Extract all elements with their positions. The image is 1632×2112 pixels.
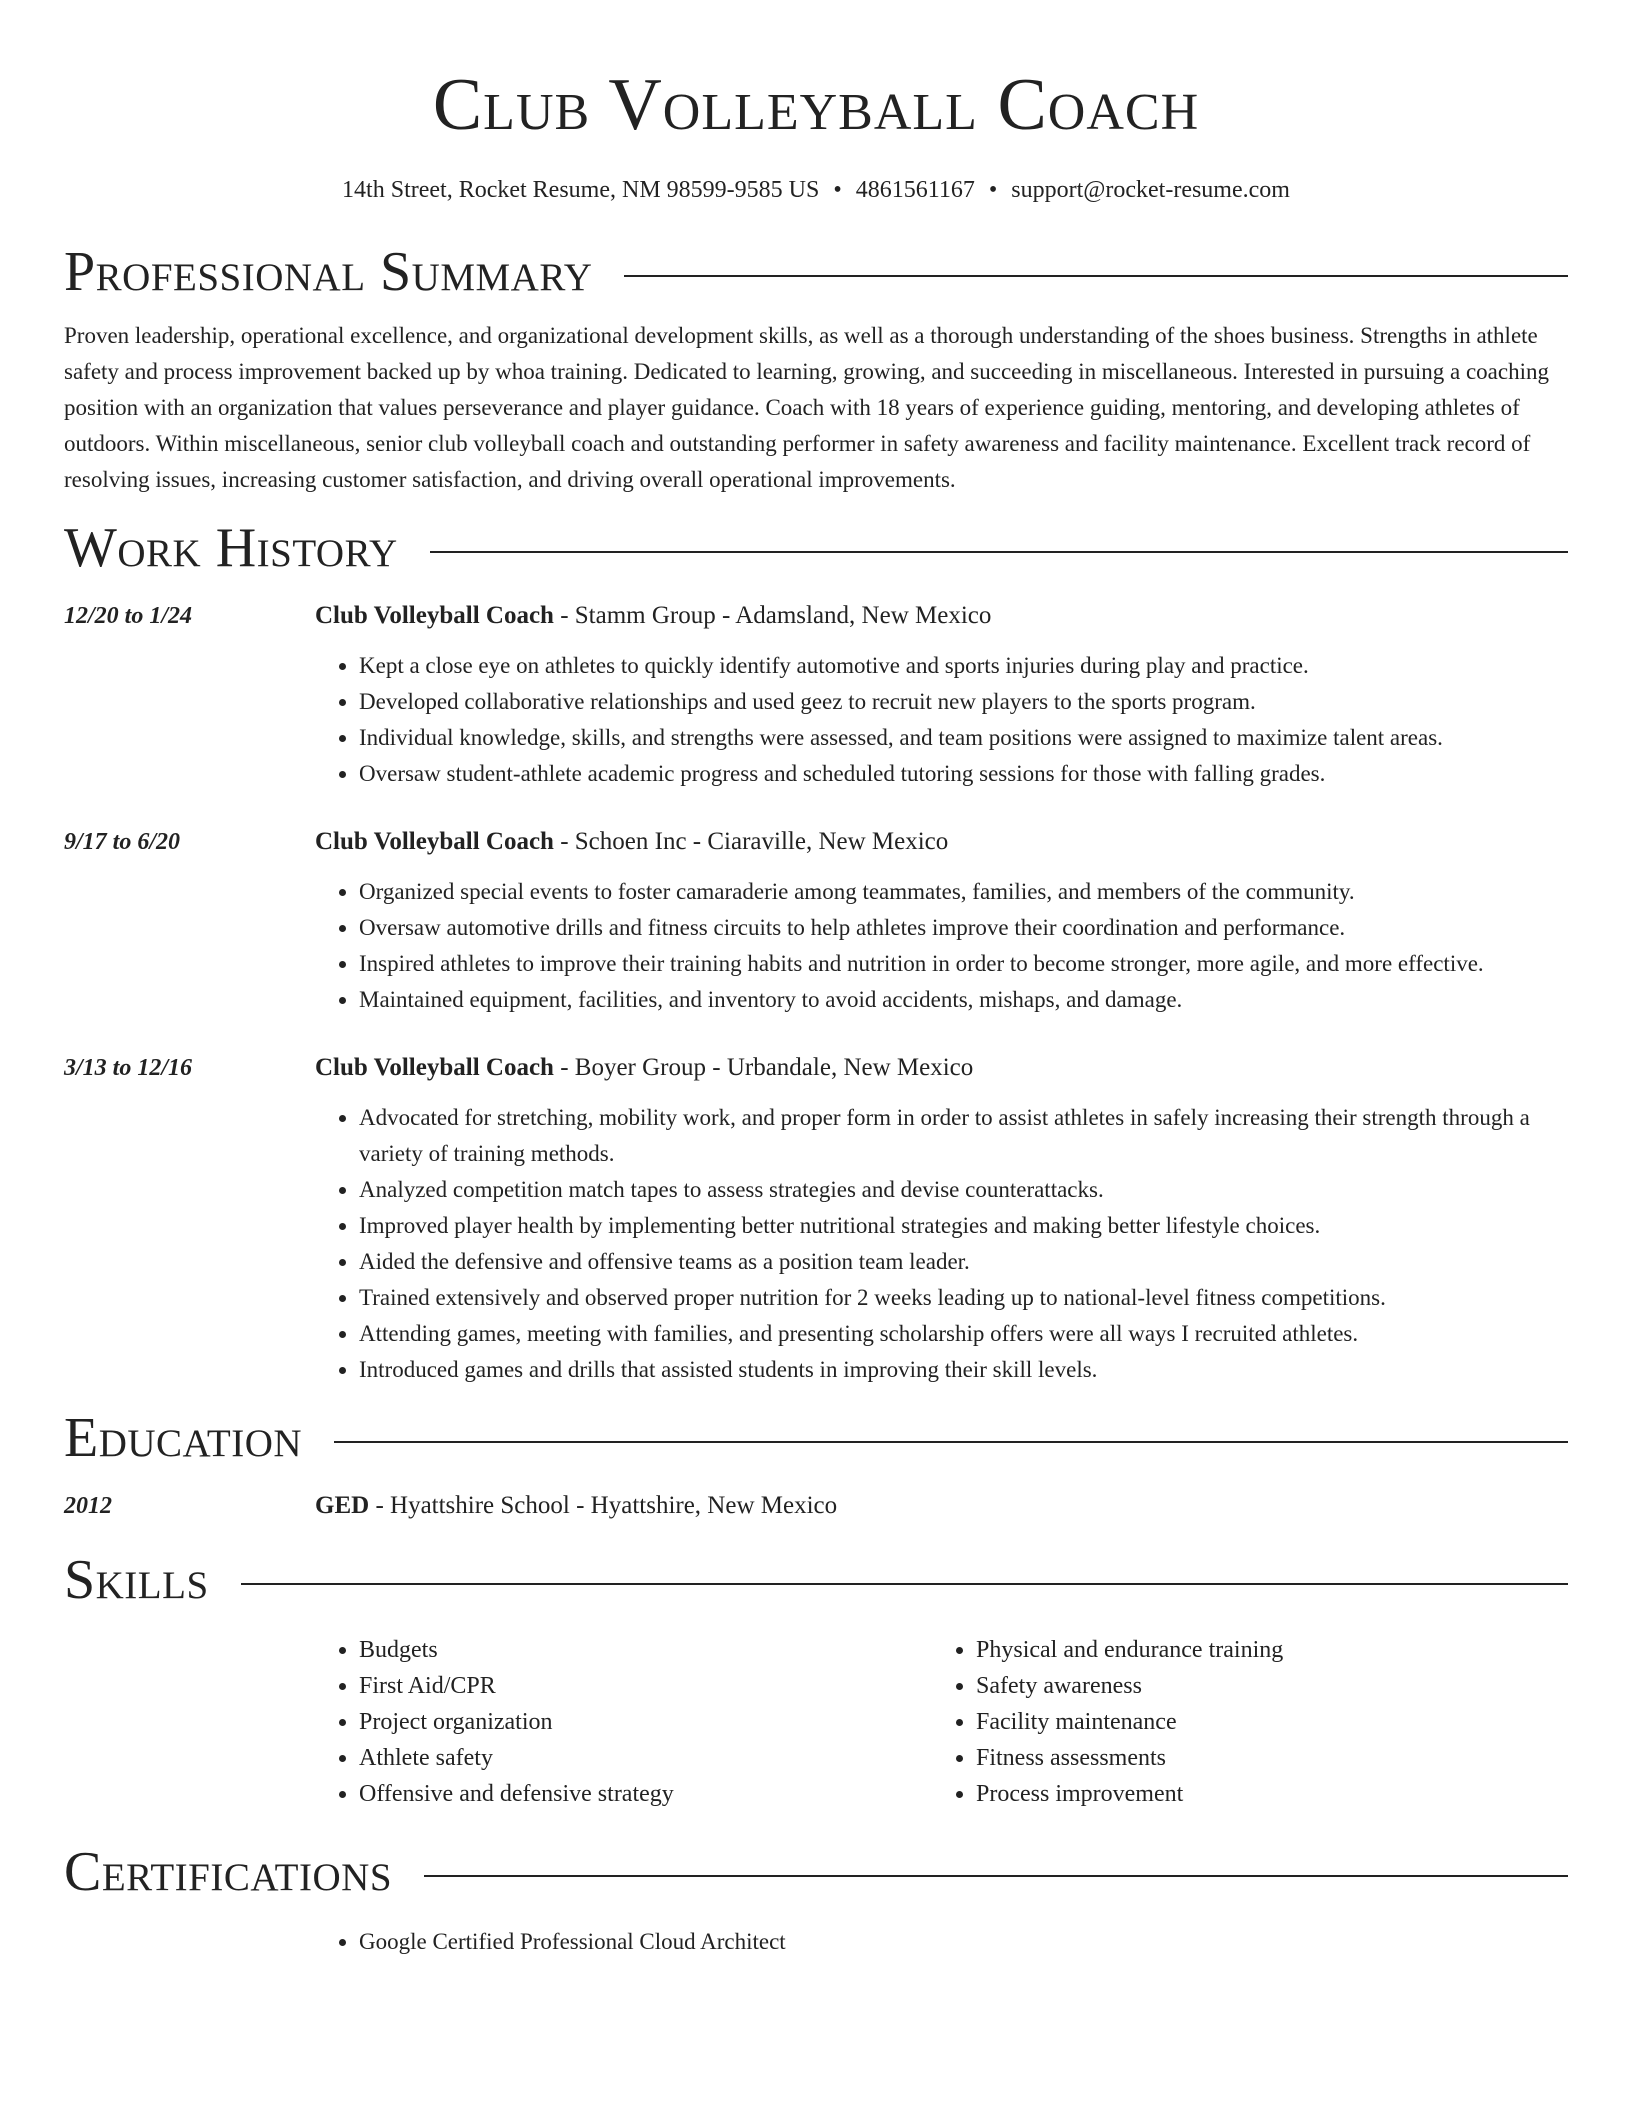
skill-item: • Process improvement — [976, 1776, 1549, 1812]
job-bullet: • Attending games, meeting with families, and presenting scholarship offers were all ways I recruited athletes. — [359, 1316, 1568, 1352]
job-bullet: • Inspired athletes to improve their training habits and nutrition in order to become stronger, more agile, and more effective. — [359, 946, 1568, 982]
job-title-line — [315, 824, 1568, 860]
job-title-line — [315, 598, 1568, 634]
contact-line — [64, 174, 1568, 206]
job-dates: 9/17 to 6/20 — [64, 829, 181, 855]
job-bullet: • Kept a close eye on athletes to quickly identify automotive and sports injuries during play and practice. — [359, 648, 1568, 684]
section-divider — [334, 1441, 1568, 1443]
summary-heading: Professional Summary — [64, 241, 593, 303]
job-employer: - Boyer Group - Urbandale, New Mexico — [553, 1054, 974, 1081]
certifications-list — [315, 1924, 1568, 1960]
contact-phone: 4861561167 — [855, 177, 975, 203]
job-entry — [64, 1050, 1568, 1388]
section-divider — [624, 275, 1568, 277]
summary-section-header — [64, 240, 1568, 304]
candidate-name: Club Volleyball Coach — [432, 64, 1200, 146]
job-bullet: • Oversaw student-athlete academic progress and scheduled tutoring sessions for those with falling grades. — [359, 756, 1568, 792]
job-dates: 12/20 to 1/24 — [64, 603, 193, 629]
job-bullet: • Individual knowledge, skills, and strengths were assessed, and team positions were assigned to maximize talent areas. — [359, 720, 1568, 756]
job-dates: 3/13 to 12/16 — [64, 1055, 193, 1081]
job-employer: - Stamm Group - Adamsland, New Mexico — [553, 602, 992, 629]
job-bullets — [315, 648, 1568, 792]
work-section-header — [64, 516, 1568, 580]
job-bullet: • Introduced games and drills that assisted students in improving their skill levels. — [359, 1352, 1568, 1388]
job-role: Club Volleyball Coach — [315, 1054, 554, 1081]
job-bullet: • Analyzed competition match tapes to assess strategies and devise counterattacks. — [359, 1172, 1568, 1208]
job-bullets — [315, 874, 1568, 1018]
skills-column-right — [932, 1632, 1549, 1812]
skill-item: • Facility maintenance — [976, 1704, 1549, 1740]
contact-address: 14th Street, Rocket Resume, NM 98599-9585 US — [342, 177, 820, 203]
education-entry — [64, 1488, 1568, 1524]
education-line — [315, 1488, 1568, 1524]
job-entry — [64, 598, 1568, 792]
job-title-line — [315, 1050, 1568, 1086]
contact-email: support@rocket-resume.com — [1011, 177, 1290, 203]
job-bullet: • Oversaw automotive drills and fitness circuits to help athletes improve their coordination and performance. — [359, 910, 1568, 946]
skills-heading: Skills — [64, 1549, 209, 1611]
education-school: - Hyattshire School - Hyattshire, New Mexico — [369, 1492, 838, 1519]
certification-item: • Google Certified Professional Cloud Architect — [359, 1924, 1568, 1960]
job-role: Club Volleyball Coach — [315, 602, 554, 629]
job-entry — [64, 824, 1568, 1018]
contact-separator: • — [833, 177, 842, 203]
skill-item: • First Aid/CPR — [359, 1668, 932, 1704]
skills-section-header — [64, 1548, 1568, 1612]
section-divider — [424, 1875, 1568, 1877]
job-bullet: • Developed collaborative relationships and used geez to recruit new players to the sports program. — [359, 684, 1568, 720]
skill-item: • Physical and endurance training — [976, 1632, 1549, 1668]
job-bullet: • Maintained equipment, facilities, and inventory to avoid accidents, mishaps, and damage. — [359, 982, 1568, 1018]
education-heading: Education — [64, 1407, 303, 1469]
skill-item: • Fitness assessments — [976, 1740, 1549, 1776]
job-bullet: • Trained extensively and observed proper nutrition for 2 weeks leading up to national-level fitness competitions. — [359, 1280, 1568, 1316]
section-divider — [241, 1583, 1568, 1585]
education-year: 2012 — [64, 1493, 112, 1519]
job-bullet: • Improved player health by implementing better nutritional strategies and making better lifestyle choices. — [359, 1208, 1568, 1244]
work-heading: Work History — [64, 517, 398, 579]
job-bullet: • Aided the defensive and offensive teams as a position team leader. — [359, 1244, 1568, 1280]
contact-separator: • — [988, 177, 998, 203]
skills-list — [315, 1632, 1568, 1812]
skill-item: • Project organization — [359, 1704, 932, 1740]
job-bullet: • Advocated for stretching, mobility work, and proper form in order to assist athletes in safely increasing their strength through a variety of training methods. — [359, 1100, 1568, 1172]
education-degree: GED — [315, 1492, 370, 1519]
skill-item: • Athlete safety — [359, 1740, 932, 1776]
certifications-heading: Certifications — [64, 1841, 393, 1903]
section-divider — [430, 551, 1568, 553]
education-section-header — [64, 1406, 1568, 1470]
job-employer: - Schoen Inc - Ciaraville, New Mexico — [553, 828, 949, 855]
job-bullets — [315, 1100, 1568, 1388]
certifications-section-header — [64, 1840, 1568, 1904]
skill-item: • Safety awareness — [976, 1668, 1549, 1704]
job-bullet: • Organized special events to foster camaraderie among teammates, families, and members of the community. — [359, 874, 1568, 910]
skills-column-left — [315, 1632, 932, 1812]
skill-item: • Offensive and defensive strategy — [359, 1776, 932, 1812]
job-role: Club Volleyball Coach — [315, 828, 554, 855]
summary-text: Proven leadership, operational excellence, and organizational development skills, as well as a thorough understanding of the shoes business. Strengths in athlete safety and process improvement backed up by whoa training. Dedicated to learning, growing, and succeeding in miscellaneous. Interested in pursuing a coaching position with an organization that values perseverance and player guidance. Coach with 18 years of experience guiding, mentoring, and developing athletes of outdoors. Within miscellaneous, senior club volleyball coach and outstanding performer in safety awareness and facility maintenance. Excellent track record of resolving issues, increasing customer satisfaction, and driving overall operational improvements. — [64, 323, 1549, 492]
skill-item: • Budgets — [359, 1632, 932, 1668]
